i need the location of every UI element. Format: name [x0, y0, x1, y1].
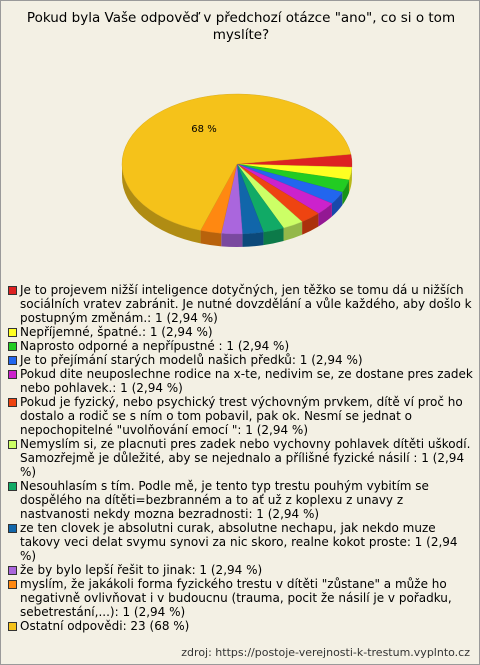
slice-percent-label: 68 % [191, 124, 217, 135]
legend-item [8, 395, 473, 437]
legend-swatch [8, 356, 17, 365]
legend-item [8, 367, 473, 395]
legend-label: Nemyslím si, ze placnuti pres zadek nebo vychovny pohlavek dítěti uškodí. Samozřejmě je důležité, aby se nejednalo a přílišné fyzické násilí : 1 (2,94 %) [20, 437, 471, 479]
legend-swatch [8, 342, 17, 351]
legend-label: Nepříjemné, špatné.: 1 (2,94 %) [20, 325, 213, 339]
legend-label: Naprosto odporné a nepřípustné : 1 (2,94 %) [20, 339, 290, 353]
legend-label: Je to přejímání starých modelů našich předků: 1 (2,94 %) [20, 353, 363, 367]
legend-item [8, 437, 473, 479]
pie-chart [1, 1, 479, 281]
legend-label: Je to projevem nižší inteligence dotyčných, jen těžko se tomu dá u nižších sociálních vratev zabránit. Je nutné dovzdělání a vůle každého, aby došlo k postupným změnám.: 1 (2,94 %) [20, 283, 472, 325]
legend-label: ze ten clovek je absolutni curak, absolutne nechapu, jak nekdo muze takovy veci delat svymu synovi za nic skoro, realne kokot proste: 1 (2,94 %) [20, 521, 458, 563]
legend-item [8, 353, 473, 367]
legend-swatch [8, 440, 17, 449]
legend-swatch [8, 482, 17, 491]
legend-swatch [8, 328, 17, 337]
legend-label: Pokud dite neuposlechne rodice na x-te, nedivim se, ze dostane pres zadek nebo pohlavek.: 1 (2,94 %) [20, 367, 473, 395]
legend-label: že by bylo lepší řešit to jinak: 1 (2,94 %) [20, 563, 263, 577]
legend-label: Pokud je fyzický, nebo psychický trest výchovným prvkem, dítě ví proč ho dostalo a rodič se s ním o tom pobavil, pak ok. Nesmí se jednat o nepochopitelné "uvolňování emocí ": 1 (2,94 %) [20, 395, 463, 437]
pie-slice-side-8 [242, 232, 263, 247]
legend-swatch [8, 622, 17, 631]
legend-label: Nesouhlasím s tím. Podle mě, je tento typ trestu pouhým vybitím se dospělého na dítěti=bezbranném a to ať už z koplexu z unavy z nastvanosti nekdy mozna bezradnosti: 1 (2,94 %) [20, 479, 429, 521]
legend-swatch [8, 286, 17, 295]
legend-item [8, 339, 473, 353]
source-credit: zdroj: https://postoje-verejnosti-k-trestum.vyplnto.cz [181, 646, 470, 659]
legend-swatch [8, 398, 17, 407]
legend-swatch [8, 524, 17, 533]
legend-swatch [8, 566, 17, 575]
legend-item [8, 619, 473, 633]
chart-title: Pokud byla Vaše odpověď v předchozí otázce "ano", co si o tom myslíte? [26, 10, 456, 43]
pie-slice-side-9 [221, 233, 242, 247]
legend-label: myslím, že jakákoli forma fyzického trestu v dítěti "zůstane" a může ho negativně ovlivňovat i v budoucnu (trauma, pocit že násilí je v pořadku, sebetrestání,...): 1 (2,94 %) [20, 577, 452, 619]
legend-item [8, 563, 473, 577]
legend-item [8, 521, 473, 563]
legend-swatch [8, 580, 17, 589]
legend-swatch [8, 370, 17, 379]
legend [8, 283, 473, 633]
legend-item [8, 479, 473, 521]
legend-item [8, 283, 473, 325]
legend-item [8, 325, 473, 339]
legend-label: Ostatní odpovědi: 23 (68 %) [20, 619, 190, 633]
legend-item [8, 577, 473, 619]
